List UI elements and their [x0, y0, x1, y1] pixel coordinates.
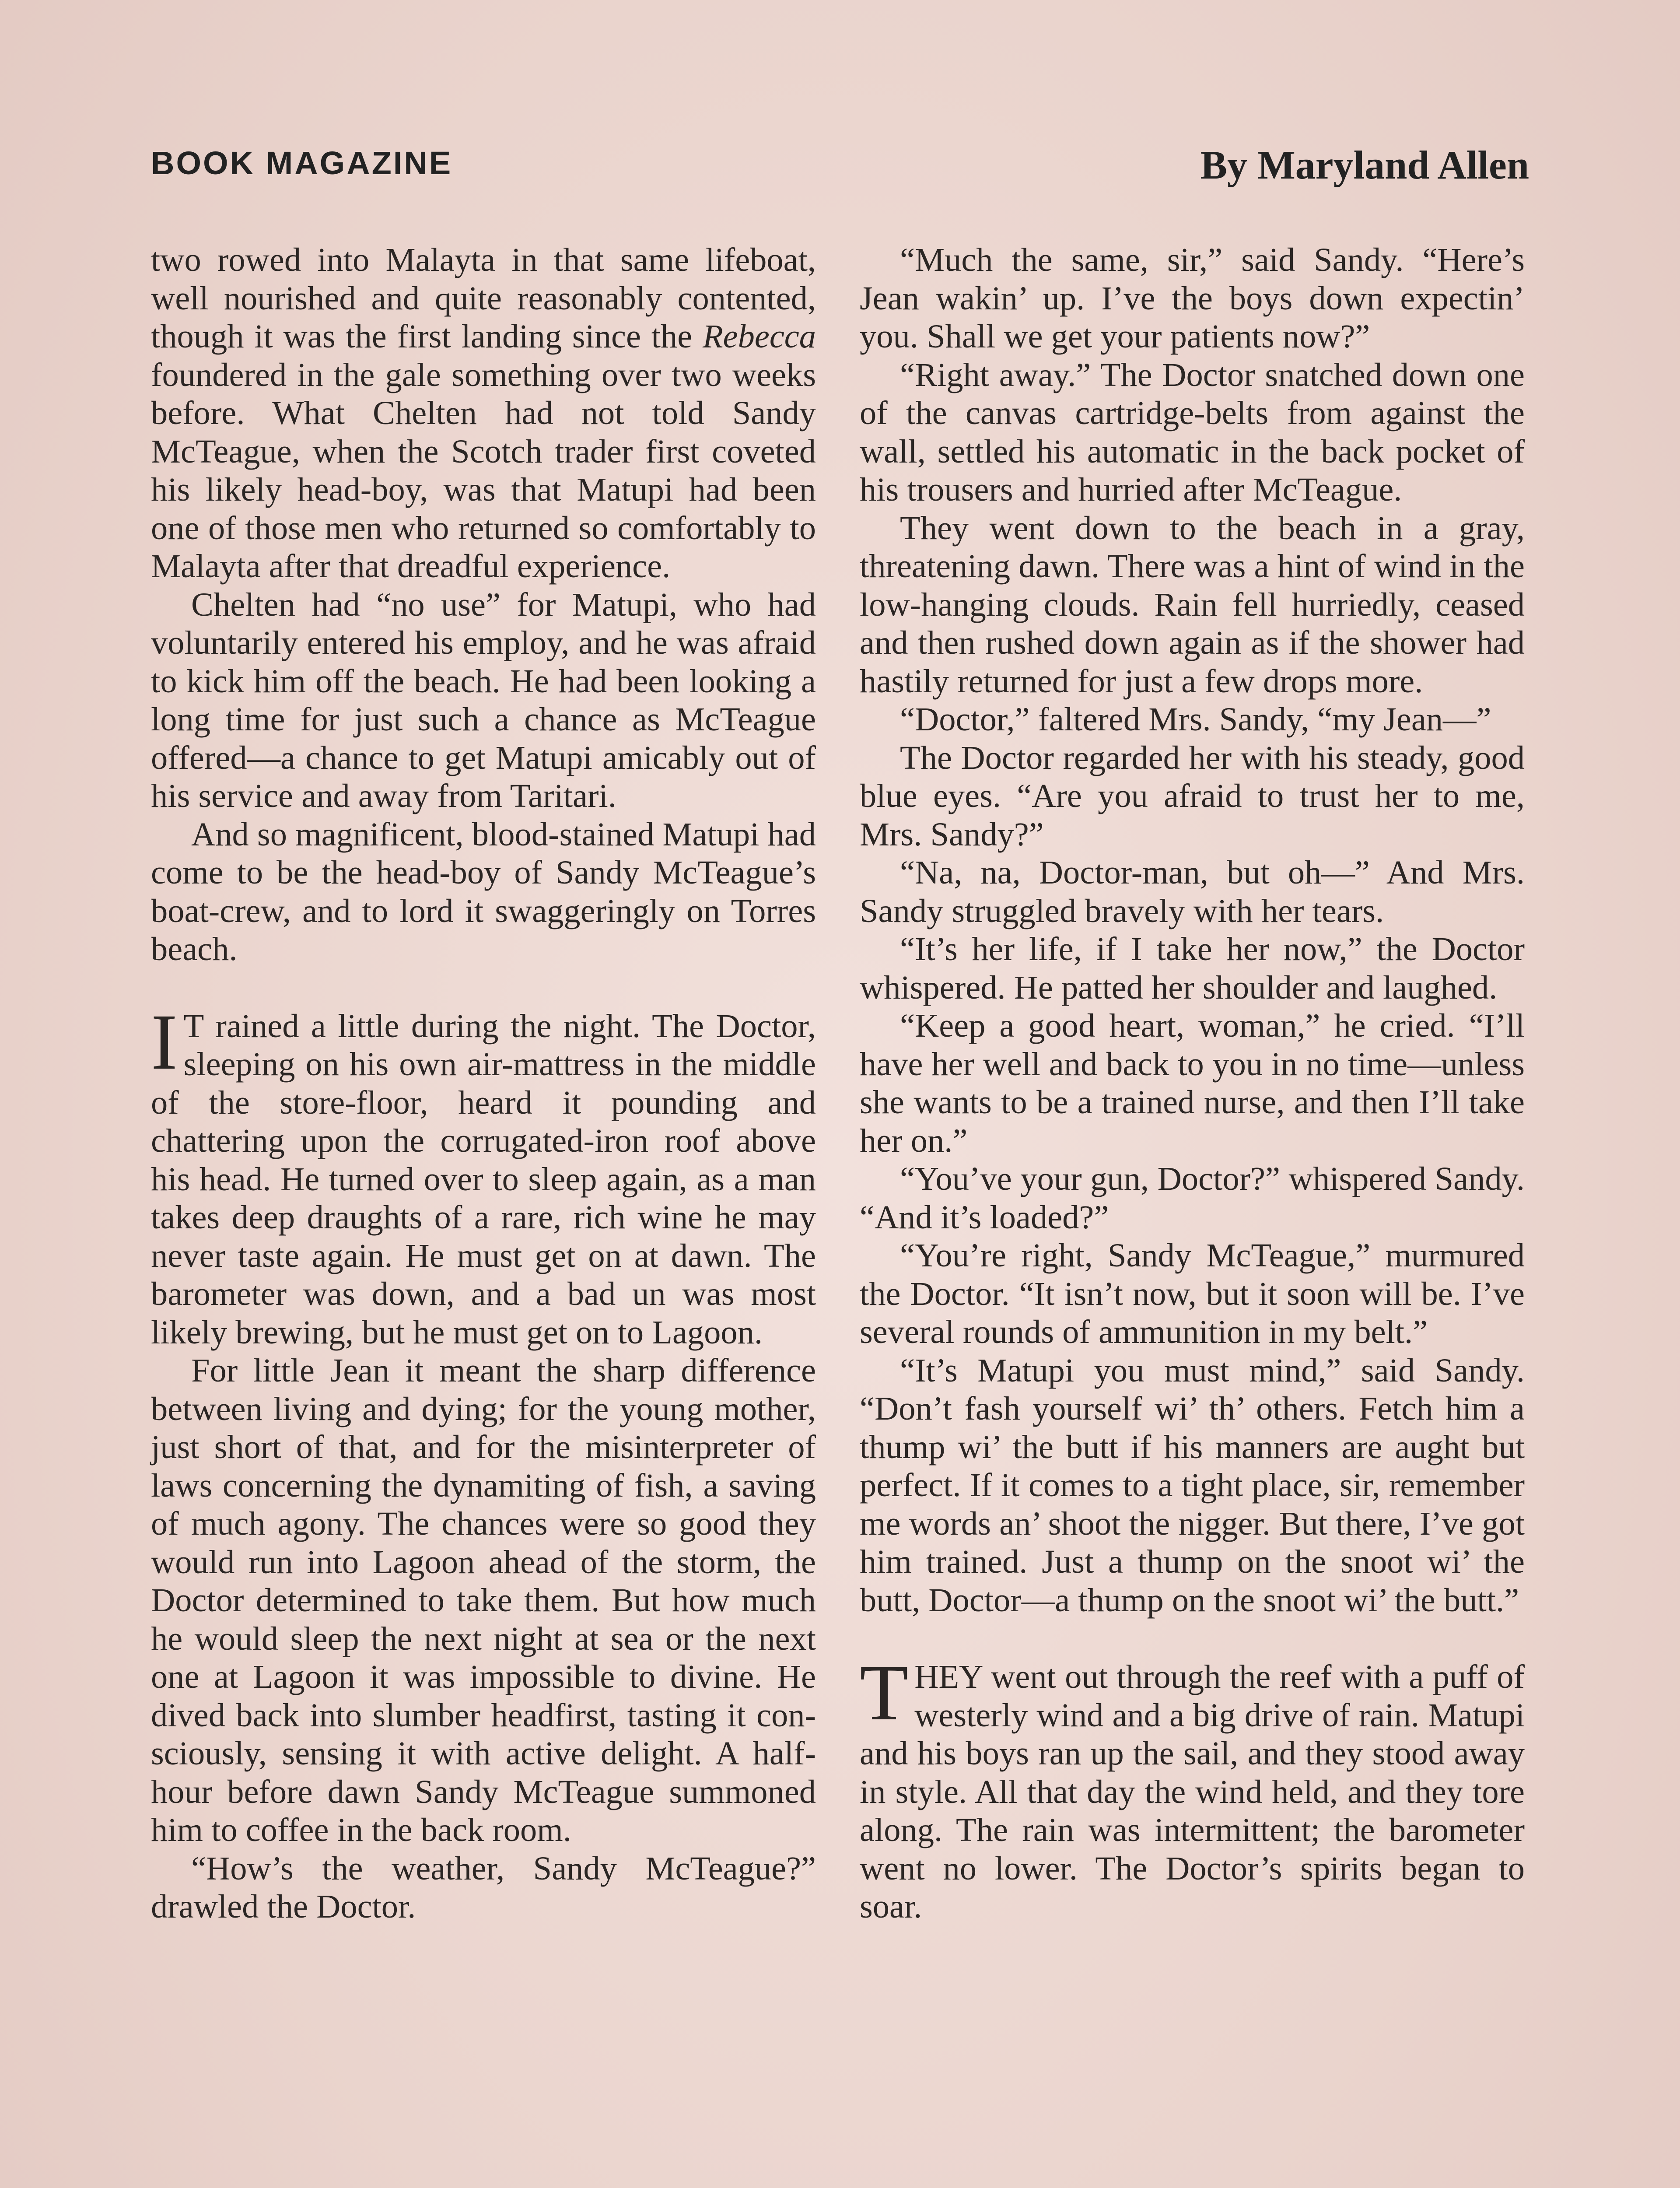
paragraph: “Na, na, Doctor-man, but oh—” And Mrs. Sandy struggled bravely with her tears. [860, 854, 1525, 929]
drop-cap: T [860, 1649, 909, 1737]
paragraph: “Much the same, sir,” said Sandy. “Here’s Jean wakin’ up. I’ve the boys down expectin’ you. Shall we get your patients now?” [860, 241, 1525, 355]
left-column [151, 241, 816, 1926]
paragraph: two rowed into Malayta in that same lifeboat, well nourished and quite reasonably contented, though it was the first landing since the Rebecca foundered in the gale something over two weeks before. What Chelten had not told Sandy McTeague, when the Scotch trader first coveted his likely head-boy, was that Matupi had been one of those men who returned so comfortably to Malayta after that dreadful experience. [151, 241, 816, 585]
paragraph: And so magnificent, blood-stained Matupi had come to be the head-boy of Sandy McTeague’s boat-crew, and to lord it swaggeringly on Torres beach. [151, 815, 816, 968]
paragraph: “Doctor,” faltered Mrs. Sandy, “my Jean—” [900, 701, 1491, 738]
paragraph: “You’re right, Sandy McTeague,” murmured the Doctor. “It isn’t now, but it soon will be. I’ve several rounds of ammunition in my belt.” [860, 1237, 1525, 1350]
paragraph: They went down to the beach in a gray, threatening dawn. There was a hint of wind in the low-hanging clouds. Rain fell hurriedly, ceased and then rushed down again as if the shower had hastily returned for just a few drops more. [860, 509, 1525, 700]
paragraph: Chelten had “no use” for Matupi, who had voluntarily entered his employ, and he was afraid to kick him off the beach. He had been looking a long time for just such a chance as McTeague offered—a chance to get Matupi amicably out of his service and away from Taritari. [151, 586, 816, 814]
paragraph: “It’s her life, if I take her now,” the Doctor whispered. He patted her shoulder and laughed. [860, 930, 1525, 1006]
paragraph: “Right away.” The Doctor snatched down one of the canvas cartridge-belts from against the wall, settled his automatic in the back pocket of his trousers and hurried after McTeague. [860, 356, 1525, 508]
paragraph: The Doctor regarded her with his steady, good blue eyes. “Are you afraid to trust her to me, Mrs. Sandy?” [860, 739, 1525, 853]
magazine-title: BOOK MAGAZINE [151, 145, 453, 181]
paragraph: “You’ve your gun, Doctor?” whispered Sandy. “And it’s loaded?” [860, 1160, 1525, 1236]
section-opening-paragraph: THEY went out through the reef with a puff of westerly wind and a big drive of rain. Matupi and his boys ran up the sail, and they stood away in style. All that day the wind held, and they tore along. The rain was intermittent; the barometer went no lower. The Doctor’s spirits began to soar. [860, 1649, 1525, 1925]
right-column [860, 241, 1525, 1926]
paragraph: “How’s the weather, Sandy McTeague?” drawled the Doctor. [151, 1849, 816, 1925]
paragraph: “It’s Matupi you must mind,” said Sandy. “Don’t fash yourself wi’ th’ others. Fetch him a thump wi’ the butt if his manners are aught but perfect. If it comes to a tight place, sir, remember me words an’ shoot the nigger. But there, I’ve got him trained. Just a thump on the snoot wi’ the butt, Doctor—a thump on the snoot wi’ the butt.” [860, 1351, 1525, 1619]
author-byline: By Maryland Allen [1200, 143, 1529, 187]
paragraph: For little Jean it meant the sharp difference between living and dying; for the young mother, just short of that, and for the misinterpreter of laws concerning the dynamiting of fish, a saving of much agony. The chances were so good they would run into Lagoon ahead of the storm, the Doctor determined to take them. But how much he would sleep the next night at sea or the next one at Lagoon it was impossible to divine. He dived back into slumber headfirst, tasting it consciously, sensing it with active delight. A half-hour before dawn Sandy McTeague summoned him to coffee in the back room. [151, 1352, 816, 1848]
section-opening-paragraph: I T rained a little during the night. The Doctor, sleeping on his own air-mattress in the middle of the store-floor, heard it pounding and chattering upon the corrugated-iron roof above his head. He turned over to sleep again, as a man takes deep draughts of a rare, rich wine he may never taste again. He must get on at dawn. The barometer was down, and a bad un was most likely brewing, but he must get on to Lagoon. [151, 998, 816, 1351]
paragraph: “Keep a good heart, woman,” he cried. “I’ll have her well and back to you in no time—unless she wants to be a trained nurse, and then I’ll take her on.” [860, 1007, 1525, 1159]
ship-name: Rebecca [702, 318, 816, 355]
page-header [151, 144, 1529, 193]
drop-cap: I [151, 998, 178, 1086]
